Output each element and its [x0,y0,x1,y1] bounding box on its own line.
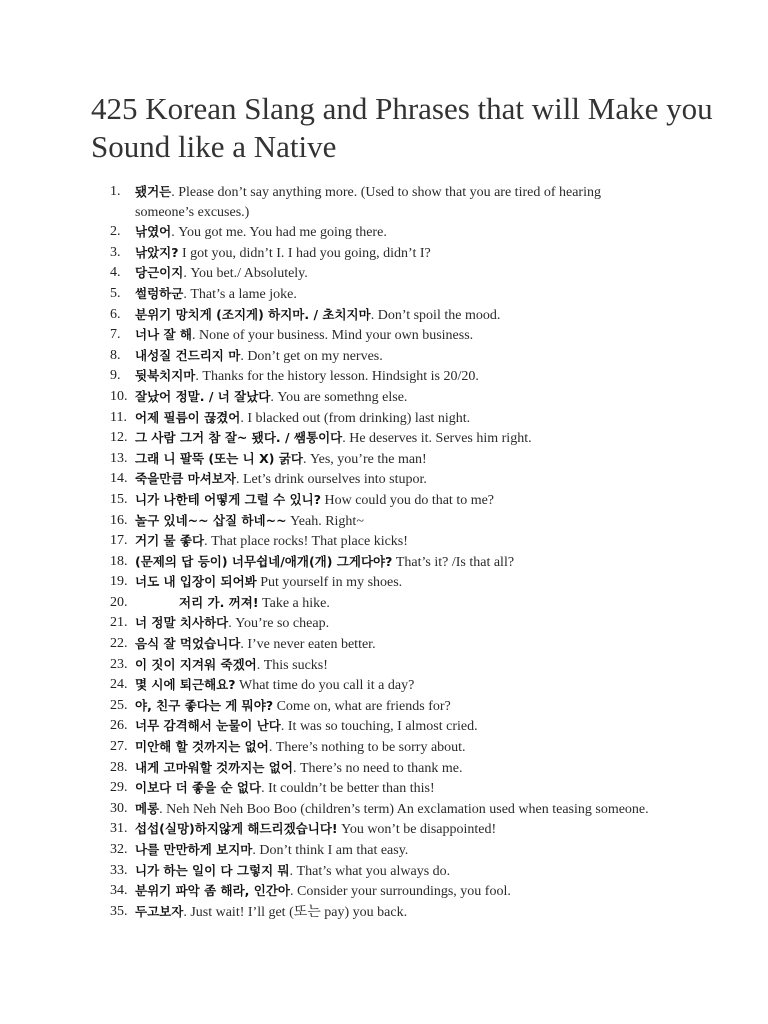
english-meaning: I got you, didn’t I. I had you going, didn’t I? [178,245,431,261]
item-number: 2. [110,224,121,240]
korean-phrase: 너도 내 입장이 되어봐 [135,574,257,590]
english-meaning: . I’ve never eaten better. [240,637,376,653]
english-meaning: . Thanks for the history lesson. Hindsight is 20/20. [195,369,479,385]
item-text [135,737,655,758]
item-number: 30. [110,800,128,816]
korean-phrase: (문제의 답 등이) 너무쉽네/애개(개) 그게다야? [135,553,393,569]
english-meaning: . Just wait! I’ll get (또는 pay) you back. [183,904,408,920]
item-number: 14. [110,471,128,487]
item-number: 35. [110,903,128,919]
item-text [135,840,655,861]
korean-phrase: 거기 물 좋다 [135,533,205,549]
list-item [110,325,655,346]
english-meaning: . It couldn’t be better than this! [261,781,435,797]
korean-phrase: 낚였어 [135,224,172,240]
item-number: 34. [110,883,128,899]
item-text [135,799,655,820]
korean-phrase: 뒷북치지마 [135,368,196,384]
item-number: 31. [110,821,128,837]
english-meaning: . None of your business. Mind your own business. [192,328,474,344]
korean-phrase: 섭섭(실망)하지않게 해드리겠습니다! [135,821,338,837]
item-text [135,428,655,449]
list-item [110,861,655,882]
korean-phrase: 잘났어 정말. / 너 잘났다 [135,388,271,404]
item-number: 19. [110,574,128,590]
list-item [110,696,655,717]
list-item [110,408,655,429]
english-meaning: . There’s nothing to be sorry about. [268,740,466,756]
item-number: 7. [110,327,121,343]
list-item [110,243,655,264]
list-item [110,222,655,243]
list-item [110,469,655,490]
english-meaning: . There’s no need to thank me. [292,760,463,776]
item-text [135,881,655,902]
item-text [135,902,655,923]
list-item [110,572,655,593]
list-item [110,819,655,840]
korean-phrase: 그래 니 팔뚝 (또는 니 X) 굵다 [135,450,303,466]
english-meaning: Yeah. Right~ [286,513,364,529]
list-item [110,182,655,222]
item-text [135,366,655,387]
korean-phrase: 미안해 할 것까지는 없어 [135,739,269,755]
english-meaning: . Let’s drink ourselves into stupor. [235,472,427,488]
item-text [135,346,655,367]
item-text [135,511,655,532]
korean-phrase: 분위기 망치게 (조지게) 하지마. / 초치지마 [135,306,371,322]
korean-phrase: 당근이지 [135,265,184,281]
english-meaning: . Please don’t say anything more. (Used to show that you are tired of hearing someone’s excuses.) [135,185,601,220]
korean-phrase: 나를 만만하게 보지마 [135,842,253,857]
item-number: 15. [110,491,128,507]
list-item [110,284,655,305]
item-text [135,222,655,243]
korean-phrase: 놀구 있네~~ 삽질 하네~~ [135,512,287,528]
item-number: 11. [110,409,127,425]
item-text [135,675,655,696]
item-number: 25. [110,697,128,713]
korean-phrase: 니가 나한테 어떻게 그럴 수 있니? [135,491,321,507]
english-meaning: Come on, what are friends for? [273,698,451,714]
item-number: 21. [110,615,128,631]
korean-phrase: 이보다 더 좋을 순 없다 [135,780,262,796]
english-meaning: Take a hike. [258,595,330,611]
item-text [135,469,655,490]
item-number: 9. [110,368,121,384]
korean-phrase: 내성질 건드리지 마 [135,347,241,363]
korean-phrase: 내게 고마워할 것까지는 없어 [135,759,293,775]
korean-phrase: 분위기 파악 좀 해라, 인간아 [135,883,290,899]
item-number: 16. [110,512,128,528]
english-meaning: How could you do that to me? [321,492,495,508]
korean-phrase: 너무 감격해서 눈물이 난다 [135,718,281,734]
korean-phrase: 너 정말 치사하다 [135,615,229,631]
item-text [135,758,655,779]
item-text [135,819,655,840]
item-text [135,634,655,655]
list-item [110,449,655,470]
item-number: 29. [110,780,128,796]
list-item [110,346,655,367]
item-number: 3. [110,244,121,260]
list-item [110,552,655,573]
item-text [135,387,655,408]
list-item [110,305,655,326]
list-item [110,511,655,532]
korean-phrase: 그 사람 그거 참 잘~ 됐다. / 쌤통이다 [135,430,343,446]
item-text [135,778,655,799]
english-meaning: . That’s a lame joke. [183,286,297,302]
list-item [110,758,655,779]
item-text [135,325,655,346]
item-text [135,613,655,634]
item-number: 1. [110,184,121,199]
list-item [110,634,655,655]
korean-phrase: 죽을만큼 마셔보자 [135,471,236,487]
item-text [135,408,655,429]
item-number: 18. [110,553,128,569]
phrase-list [110,182,655,922]
item-number: 6. [110,306,121,322]
item-text [135,243,655,264]
item-number: 27. [110,739,128,755]
english-meaning: . Don’t think I am that easy. [252,843,409,858]
page-title: 425 Korean Slang and Phrases that will Make you Sound like a Native [91,91,713,164]
list-item [110,737,655,758]
korean-phrase: 너나 잘 해 [135,327,193,343]
english-meaning: . You bet./ Absolutely. [183,266,308,282]
korean-phrase: 어제 필름이 끊겼어 [135,409,241,425]
list-item [110,675,655,696]
list-item [110,263,655,284]
item-text [135,696,655,717]
korean-phrase: 됐거든 [135,184,172,199]
item-number: 17. [110,533,128,549]
korean-phrase: 야, 친구 좋다는 게 뭐야? [135,697,274,713]
korean-phrase: 썰렁하군 [135,285,184,301]
list-item [110,428,655,449]
korean-phrase: 낚았지? [135,244,179,260]
english-meaning: . This sucks! [256,657,328,673]
list-item [110,593,655,614]
korean-phrase: 음식 잘 먹었습니다 [135,636,241,652]
english-meaning: . I blacked out (from drinking) last night. [240,410,471,426]
english-meaning: Put yourself in my shoes. [256,575,403,591]
item-number: 10. [110,388,128,404]
korean-phrase: 메롱 [135,800,160,816]
list-item [110,490,655,511]
item-number: 32. [110,842,128,857]
item-number: 33. [110,862,128,878]
item-text [135,284,655,305]
english-meaning: . That place rocks! That place kicks! [204,534,408,550]
list-item [110,366,655,387]
item-number: 28. [110,759,128,775]
item-text [135,655,655,676]
english-meaning: . That’s what you always do. [289,863,451,879]
korean-phrase: 몇 시에 퇴근해요? [135,677,236,693]
item-number: 24. [110,677,128,693]
item-number: 4. [110,265,121,281]
english-meaning: . You are somethng else. [270,389,408,405]
item-text [135,182,655,222]
list-item [110,778,655,799]
list-item [110,799,655,820]
item-text [135,531,655,552]
item-text [135,305,655,326]
english-meaning: . You’re so cheap. [228,616,330,632]
list-item [110,613,655,634]
list-item [110,716,655,737]
list-item [110,881,655,902]
item-text [135,593,655,614]
english-meaning: . Don’t get on my nerves. [240,348,383,364]
item-number: 26. [110,718,128,734]
english-meaning: That’s it? /Is that all? [392,554,515,570]
item-number: 12. [110,430,128,446]
english-meaning: . It was so touching, I almost cried. [280,719,478,735]
item-number: 13. [110,450,128,466]
english-meaning: . He deserves it. Serves him right. [342,431,532,447]
english-meaning: You won’t be disappointed! [337,822,497,838]
item-text [135,490,655,511]
item-text [135,449,655,470]
item-number: 8. [110,347,121,363]
item-number: 23. [110,656,128,672]
list-item [110,902,655,923]
korean-phrase: 저리 가. 꺼져! [179,594,259,610]
korean-phrase: 이 짓이 지겨워 죽겠어 [135,656,257,672]
item-text [135,552,655,573]
list-item [110,840,655,861]
english-meaning: . Don’t spoil the mood. [370,307,501,323]
item-number: 20. [110,594,128,610]
english-meaning: . You got me. You had me going there. [171,225,387,241]
list-item [110,531,655,552]
list-item [110,655,655,676]
item-number: 22. [110,636,128,652]
item-text [135,716,655,737]
english-meaning: . Consider your surroundings, you fool. [289,884,511,900]
english-meaning: . Neh Neh Neh Boo Boo (children’s term) An exclamation used when teasing someone. [159,801,649,817]
english-meaning: . Yes, you’re the man! [302,451,427,467]
item-text [135,263,655,284]
korean-phrase: 니가 하는 일이 다 그렇지 뭐 [135,862,290,878]
item-text [135,861,655,882]
list-item [110,387,655,408]
korean-phrase: 두고보자 [135,903,184,919]
item-number: 5. [110,285,121,301]
item-text [135,572,655,593]
english-meaning: What time do you call it a day? [235,678,415,694]
